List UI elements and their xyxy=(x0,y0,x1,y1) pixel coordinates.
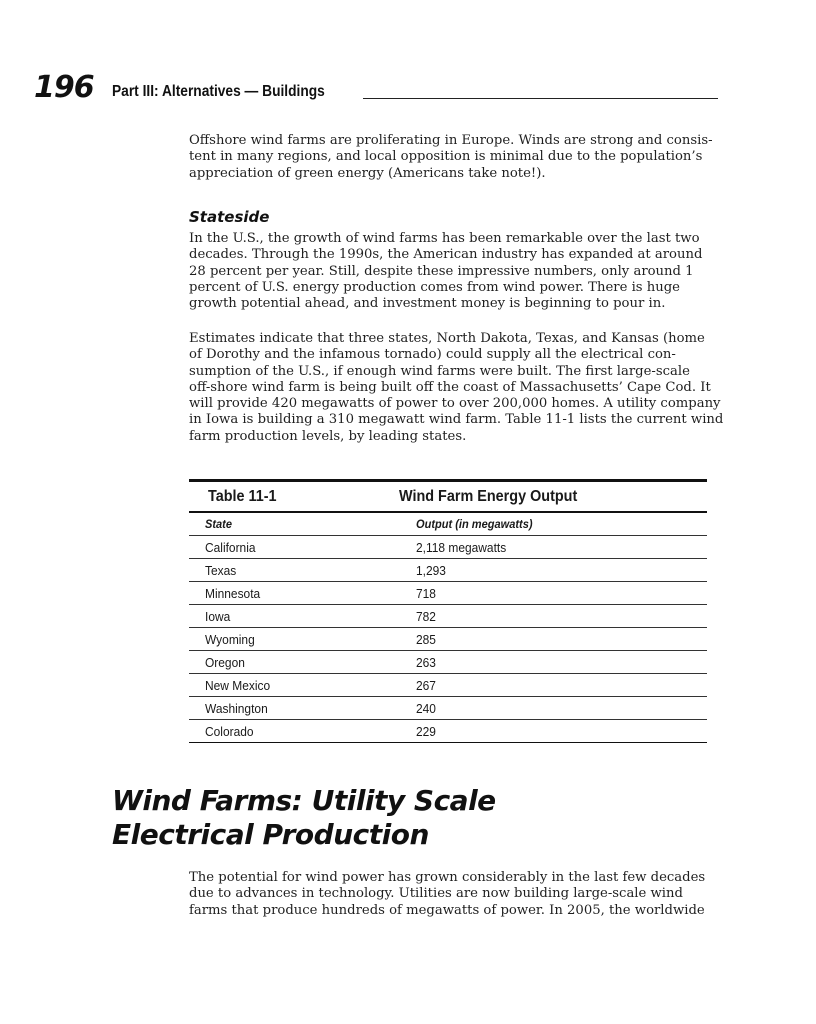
state-cell: California xyxy=(205,540,256,555)
table-row xyxy=(189,674,707,697)
table-caption xyxy=(189,482,707,511)
section-heading-line: Electrical Production xyxy=(112,818,429,851)
table-row xyxy=(189,582,707,605)
column-header-output: Output (in megawatts) xyxy=(416,517,533,531)
stateside-heading: Stateside xyxy=(189,208,270,226)
table-row xyxy=(189,697,707,720)
output-cell: 267 xyxy=(416,678,436,693)
wind-farm-table xyxy=(189,479,707,743)
output-cell: 782 xyxy=(416,609,436,624)
text-line: sumption of the U.S., if enough wind farms were built. The first large-scale xyxy=(189,363,690,379)
text-line: appreciation of green energy (Americans take note!). xyxy=(189,165,546,181)
running-head-rule xyxy=(363,98,718,99)
table-title: Wind Farm Energy Output xyxy=(399,488,578,505)
table-row xyxy=(189,559,707,582)
table-row xyxy=(189,605,707,628)
state-cell: Minnesota xyxy=(205,586,261,601)
text-line: will provide 420 megawatts of power to over 200,000 homes. A utility company xyxy=(189,396,721,412)
text-line: decades. Through the 1990s, the American industry has expanded at around xyxy=(189,247,703,263)
output-cell: 2,118 megawatts xyxy=(416,540,507,555)
section-heading xyxy=(112,784,496,852)
text-line: The potential for wind power has grown considerably in the last few decades xyxy=(189,870,706,885)
intro-paragraph xyxy=(189,133,729,182)
output-cell: 285 xyxy=(416,632,436,647)
column-header-state: State xyxy=(205,517,232,531)
output-cell: 718 xyxy=(416,586,436,601)
output-cell: 1,293 xyxy=(416,563,446,578)
running-head: Part III: Alternatives — Buildings xyxy=(112,83,325,100)
text-line: In the U.S., the growth of wind farms has been remarkable over the last two xyxy=(189,231,700,246)
text-line: Estimates indicate that three states, North Dakota, Texas, and Kansas (home xyxy=(189,331,705,346)
table-number: Table 11-1 xyxy=(208,488,277,505)
state-cell: Wyoming xyxy=(205,632,255,647)
text-line: percent of U.S. energy production comes from wind power. There is huge xyxy=(189,279,680,295)
output-cell: 229 xyxy=(416,724,436,739)
state-cell: Iowa xyxy=(205,609,231,624)
output-cell: 263 xyxy=(416,655,436,670)
state-cell: New Mexico xyxy=(205,678,271,693)
table-row xyxy=(189,536,707,559)
text-line: farm production levels, by leading states. xyxy=(189,428,467,444)
text-line: farms that produce hundreds of megawatts of power. In 2005, the worldwide xyxy=(189,902,705,918)
section-paragraph xyxy=(189,870,729,919)
text-line: off-shore wind farm is being built off the coast of Massachusetts’ Cape Cod. It xyxy=(189,379,711,395)
text-line: of Dorothy and the infamous tornado) could supply all the electrical con- xyxy=(189,347,676,363)
text-line: growth potential ahead, and investment money is beginning to pour in. xyxy=(189,296,666,312)
state-cell: Texas xyxy=(205,563,237,578)
text-line: 28 percent per year. Still, despite these impressive numbers, only around 1 xyxy=(189,263,694,279)
stateside-paragraph-2 xyxy=(189,331,729,445)
table-row xyxy=(189,651,707,674)
text-line: due to advances in technology. Utilities are now building large-scale wind xyxy=(189,886,683,902)
table-row xyxy=(189,628,707,651)
stateside-paragraph-1 xyxy=(189,231,729,312)
state-cell: Oregon xyxy=(205,655,245,670)
output-cell: 240 xyxy=(416,701,436,716)
text-line: tent in many regions, and local opposition is minimal due to the population’s xyxy=(189,149,703,165)
section-heading-line: Wind Farms: Utility Scale xyxy=(112,784,496,817)
state-cell: Colorado xyxy=(205,724,254,739)
text-line: Offshore wind farms are proliferating in Europe. Winds are strong and consis- xyxy=(189,133,713,148)
page-number: 196 xyxy=(34,70,94,105)
state-cell: Washington xyxy=(205,701,268,716)
text-line: in Iowa is building a 310 megawatt wind farm. Table 11-1 lists the current wind xyxy=(189,412,724,428)
table-header-row xyxy=(189,513,707,536)
table-row xyxy=(189,720,707,743)
